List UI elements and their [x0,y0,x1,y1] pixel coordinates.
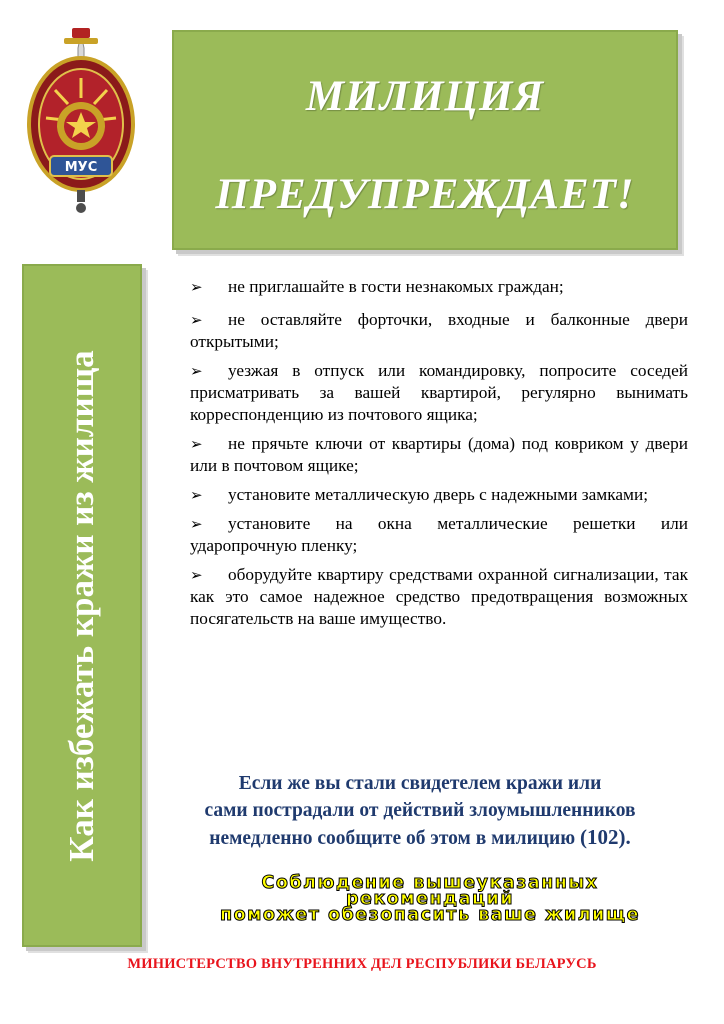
advice-message [150,875,710,923]
list-item [190,564,688,630]
advice-line3: поможет обезопасить ваше жилище [220,905,640,925]
list-item [190,433,688,477]
tip-text: установите металлическую дверь с надежными замками; [228,485,649,504]
arrow-bullet-icon: ➢ [190,435,203,453]
callout-line1: Если же вы стали свидетелем кражи или [238,773,602,794]
list-item [190,276,688,298]
callout-line3-wrap [140,824,700,852]
side-banner [22,264,142,947]
police-emblem-icon [22,28,140,218]
callout-message [140,770,700,852]
tips-list [190,276,688,637]
list-item [190,360,688,426]
header-title-line2: ПРЕДУПРЕЖДАЕТ! [215,171,635,218]
tip-text: уезжая в отпуск или командировку, попросите соседей присматривать за вашей квартирой, регулярно вынимать корреспонденцию из почтового ящика; [190,361,688,424]
arrow-bullet-icon: ➢ [190,566,203,584]
arrow-bullet-icon: ➢ [190,278,203,296]
tip-text: оборудуйте квартиру средствами охранной сигнализации, так как это самое надежное средство предотвращения возможных посягательств на ваше имущество. [190,565,688,628]
tip-text: установите на окна металлические решетки или ударопрочную пленку; [190,514,688,555]
callout-phone: (102). [580,825,631,849]
tip-text: не прячьте ключи от квартиры (дома) под ковриком у двери или в почтовом ящике; [190,434,688,475]
advice-line2: рекомендаций [346,889,514,909]
callout-line3: немедленно сообщите об этом в милицию [209,828,576,849]
list-item [190,484,688,506]
tip-text: не оставляйте форточки, входные и балконные двери открытыми; [190,310,688,351]
arrow-bullet-icon: ➢ [190,515,203,533]
callout-line2: сами пострадали от действий злоумышленников [204,800,636,821]
header-title-line1: МИЛИЦИЯ [305,73,545,120]
header-banner [172,30,678,250]
arrow-bullet-icon: ➢ [190,362,203,380]
arrow-bullet-icon: ➢ [190,311,203,329]
side-title: Как избежать кражи из жилища [62,349,101,862]
arrow-bullet-icon: ➢ [190,486,203,504]
advice-line1: Соблюдение вышеуказанных [261,873,599,893]
list-item [190,309,688,353]
tip-text: не приглашайте в гости незнакомых граждан; [228,277,564,296]
emblem-label: МУС [64,160,98,175]
ministry-footer: МИНИСТЕРСТВО ВНУТРЕННИХ ДЕЛ РЕСПУБЛИКИ БЕЛАРУСЬ [127,956,597,972]
list-item [190,513,688,557]
